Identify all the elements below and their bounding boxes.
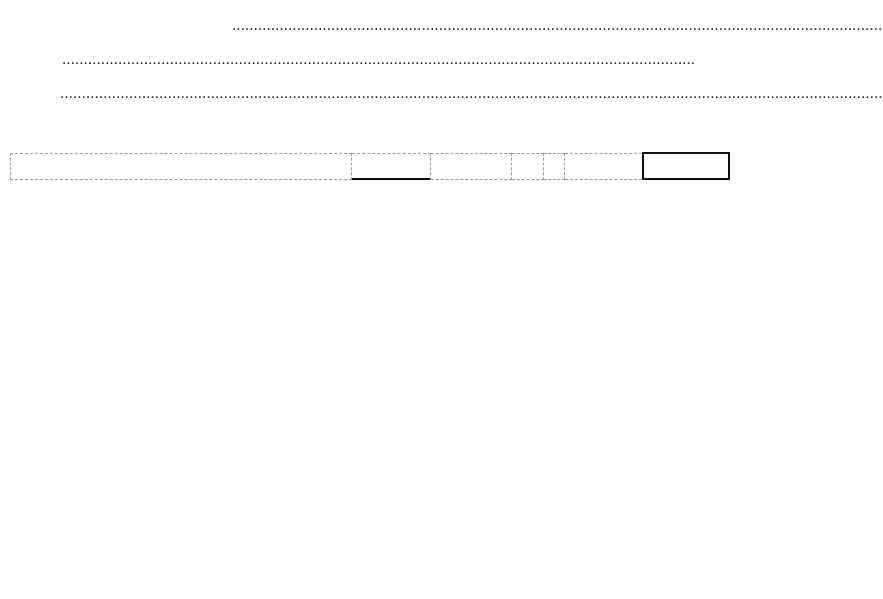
total-row-empty [431,153,512,179]
total-label [565,153,644,179]
total-row-empty [512,153,544,179]
order-table [10,152,730,180]
total-row-empty [544,153,565,179]
address-field-dots[interactable]: ................................................................................................................................................... [62,51,696,68]
total-row-empty [352,153,431,179]
total-row-spacer [11,153,352,179]
total-row [11,153,730,179]
name-field-dots[interactable]: ....................................................................................................................................................... [232,17,883,34]
total-amount-box[interactable] [643,153,729,179]
email-field-dots[interactable]: ............................................................................................................................................................................................... [60,85,883,102]
